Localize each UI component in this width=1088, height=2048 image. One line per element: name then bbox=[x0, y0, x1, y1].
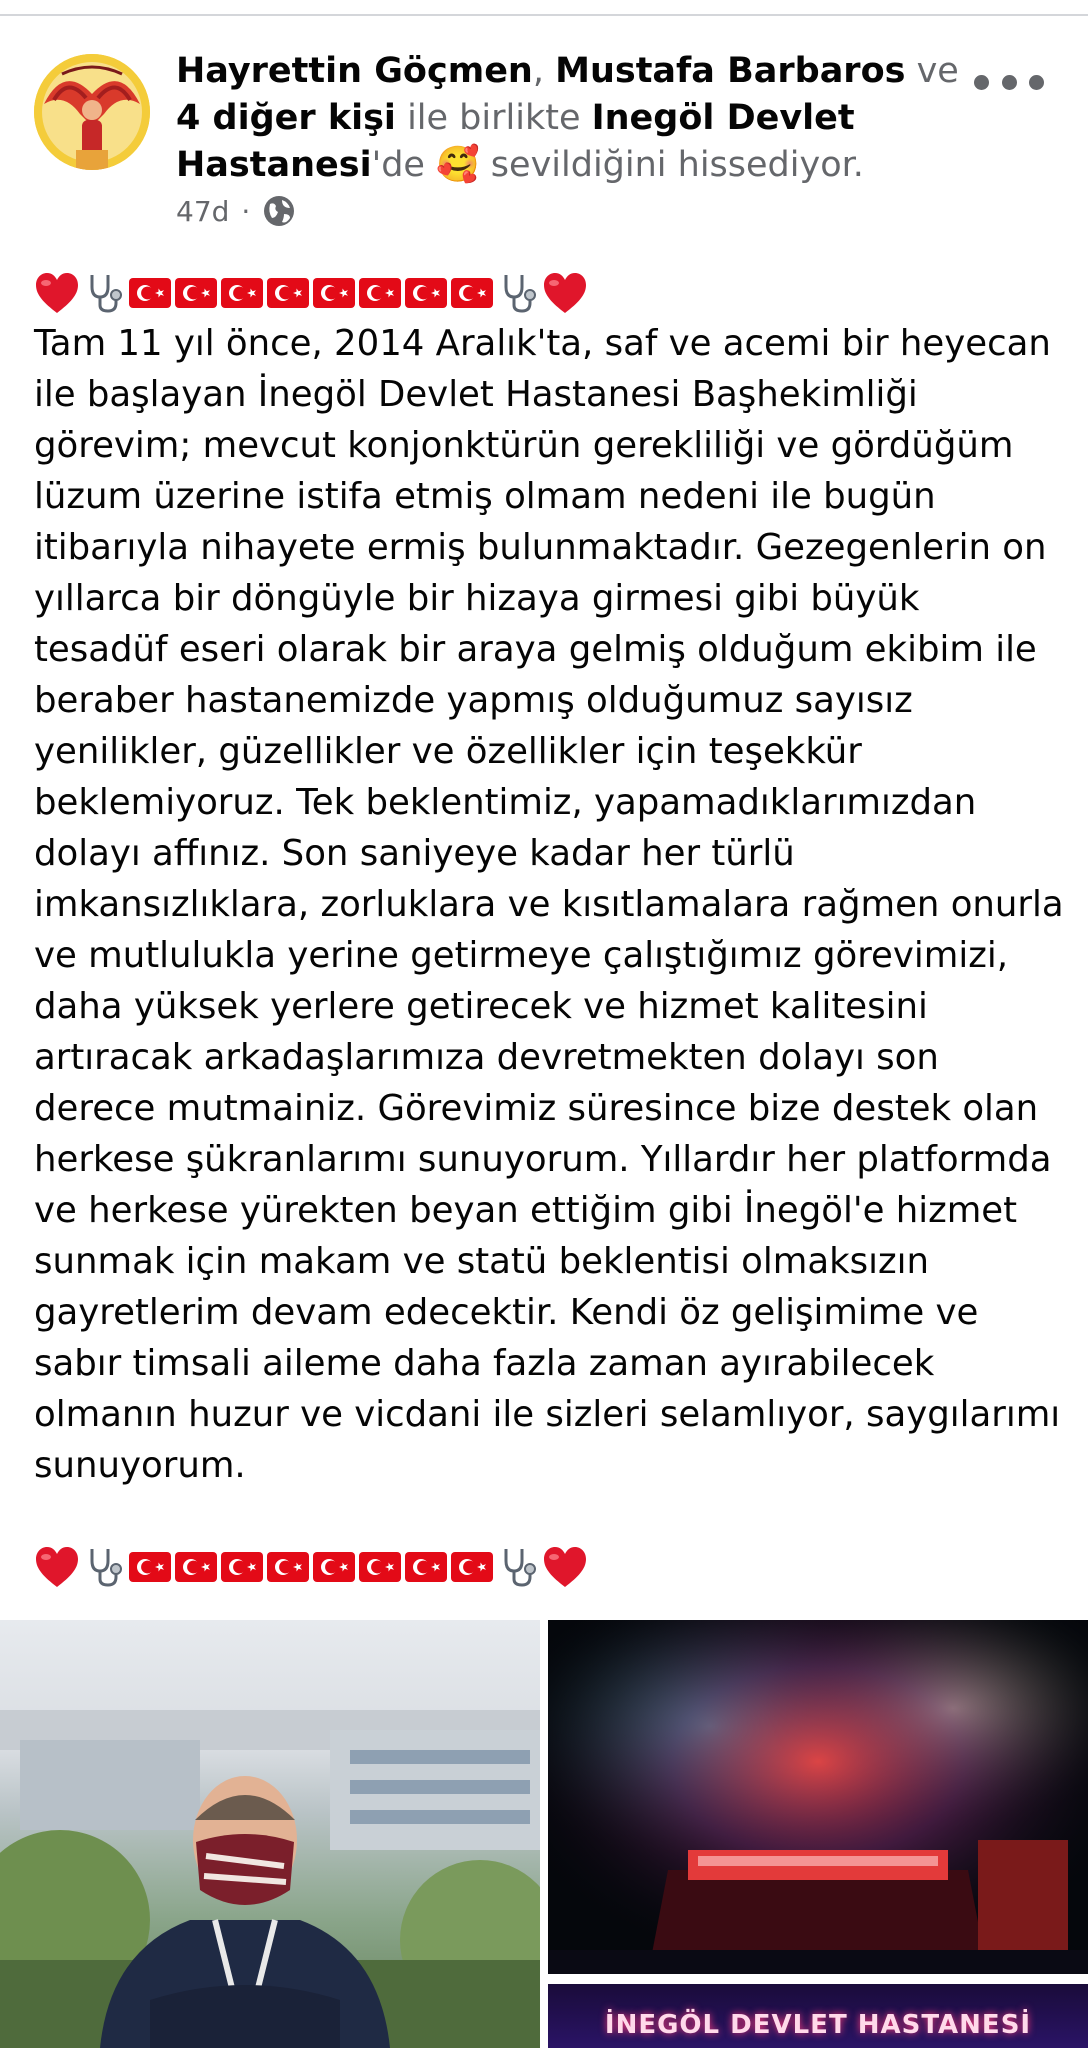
stethoscope-emoji-icon bbox=[496, 271, 540, 315]
avatar-image bbox=[34, 54, 150, 170]
connector-text: ile birlikte bbox=[395, 98, 592, 138]
place-link[interactable]: Inegöl Devlet Hastanesi bbox=[176, 98, 855, 185]
feeling-text: sevildiğini hissediyor. bbox=[479, 145, 864, 185]
photo-hospital-sign[interactable] bbox=[548, 1984, 1088, 2048]
heart-emoji-icon bbox=[34, 271, 80, 315]
heart-emoji-icon bbox=[542, 1545, 588, 1589]
turkish-flag-emoji-icon bbox=[404, 1551, 448, 1583]
heart-emoji-icon bbox=[542, 271, 588, 315]
turkish-flag-emoji-icon bbox=[220, 277, 264, 309]
meta-dot: · bbox=[241, 194, 251, 228]
turkish-flag-emoji-icon bbox=[312, 277, 356, 309]
more-dots-icon bbox=[974, 75, 989, 90]
heart-emoji-icon bbox=[34, 1545, 80, 1589]
stethoscope-emoji-icon bbox=[496, 1545, 540, 1589]
others-link[interactable]: 4 diğer kişi bbox=[176, 98, 396, 138]
doctor-photo-image bbox=[0, 1620, 540, 2048]
feeling-emoji: 🥰 bbox=[436, 145, 480, 185]
hospital-sign-text: İNEGÖL DEVLET HASTANESİ bbox=[604, 2010, 1032, 2040]
post-header-text bbox=[176, 48, 976, 189]
emoji-line-bottom bbox=[34, 1540, 588, 1594]
post-header bbox=[34, 48, 1054, 238]
more-options-button[interactable] bbox=[974, 62, 1044, 102]
connector-text: ve bbox=[905, 51, 959, 91]
photo-hospital-night[interactable] bbox=[548, 1620, 1088, 1974]
hospital-night-image bbox=[548, 1620, 1088, 1974]
avatar[interactable] bbox=[34, 54, 150, 170]
stethoscope-emoji-icon bbox=[82, 271, 126, 315]
turkish-flag-emoji-icon bbox=[358, 277, 402, 309]
post-time[interactable]: 47d bbox=[176, 194, 230, 228]
turkish-flag-emoji-icon bbox=[450, 277, 494, 309]
turkish-flag-emoji-icon bbox=[450, 1551, 494, 1583]
emoji-line-top bbox=[34, 266, 588, 320]
tagged-name-1[interactable]: Hayrettin Göçmen bbox=[176, 51, 533, 91]
turkish-flag-emoji-icon bbox=[358, 1551, 402, 1583]
turkish-flag-emoji-icon bbox=[174, 277, 218, 309]
globe-icon bbox=[262, 194, 296, 228]
turkish-flag-emoji-icon bbox=[174, 1551, 218, 1583]
tagged-name-2[interactable]: Mustafa Barbaros bbox=[555, 51, 906, 91]
turkish-flag-emoji-icon bbox=[266, 277, 310, 309]
turkish-flag-emoji-icon bbox=[312, 1551, 356, 1583]
turkish-flag-emoji-icon bbox=[404, 277, 448, 309]
stethoscope-emoji-icon bbox=[82, 1545, 126, 1589]
turkish-flag-emoji-icon bbox=[220, 1551, 264, 1583]
turkish-flag-emoji-icon bbox=[266, 1551, 310, 1583]
photo-doctor[interactable] bbox=[0, 1620, 540, 2048]
post-meta bbox=[176, 194, 296, 228]
post-body-text: Tam 11 yıl önce, 2014 Aralık'ta, saf ve acemi bir heyecan ile başlayan İnegöl Devlet Hastanesi Başhekimliği görevim; mevcut konjonktürün gerekliliği ve gördüğüm lüzum üzerine istifa etmiş olmam nedeni ile bugün itibarıyla nihayete ermiş bulunmaktadır. Gezegenlerin on yıllarca bir döngüyle bir hizaya girmesi gibi büyük tesadüf eseri olarak bir araya gelmiş olduğum ekibim ile beraber hastanemizde yapmış olduğumuz sayısız yenilikler, güzellikler ve özellikler için teşekkür beklemiyoruz. Tek beklentimiz, yapamadıklarımızdan dolayı affınız. Son saniyeye kadar her türlü imkansızlıklara, zorluklara ve kısıtlamalara rağmen onurla ve mutlulukla yerine getirmeye çalıştığımız görevimizi, daha yüksek yerlere getirecek ve hizmet kalitesini artıracak arkadaşlarımıza devretmekten dolayı son derece mutmainiz. Görevimiz süresince bize destek olan herkese şükranlarımı sunuyorum. Yıllardır her platformda ve herkese yürekten beyan ettiğim gibi İnegöl'e hizmet sunmak için makam ve statü beklentisi olmaksızın gayretlerim devam edecektir. Kendi öz gelişimime ve sabır timsali aileme daha fazla zaman ayırabilecek olmanın huzur ve vicdani ile sizleri selamlıyor, saygılarımı sunuyorum. bbox=[34, 323, 1064, 1486]
turkish-flag-emoji-icon bbox=[128, 277, 172, 309]
place-suffix: 'de bbox=[371, 145, 437, 185]
separator: , bbox=[532, 51, 556, 91]
turkish-flag-emoji-icon bbox=[128, 1551, 172, 1583]
top-divider bbox=[0, 14, 1088, 16]
